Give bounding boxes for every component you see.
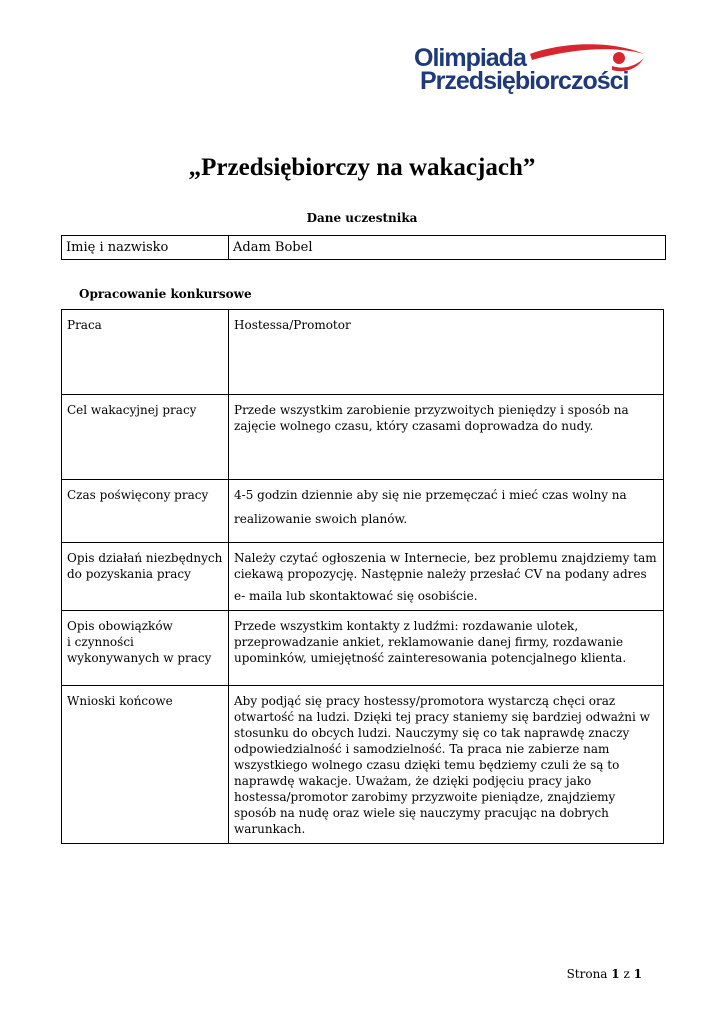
participant-heading: Dane uczestnika <box>306 211 418 225</box>
table-row <box>62 236 666 260</box>
row-label <box>62 611 229 686</box>
row-value <box>229 480 664 543</box>
footer-page-total: 1 <box>633 967 642 981</box>
olimpiada-logo <box>412 40 652 100</box>
row-value-line1: 4-5 godzin dziennie aby się nie przemęczać i mieć czas wolny na <box>234 488 627 502</box>
row-label-line3: wykonywanych w pracy <box>67 651 212 665</box>
row-label-line2: i czynności <box>67 635 134 649</box>
footer-separator: z <box>623 967 630 981</box>
name-value: Adam Bobel <box>229 236 666 260</box>
row-label <box>62 543 229 611</box>
row-value <box>229 543 664 611</box>
row-label-line1: Opis działań niezbędnych <box>67 551 223 565</box>
footer-prefix: Strona <box>566 967 608 981</box>
row-label: Cel wakacyjnej pracy <box>62 395 229 480</box>
table-row <box>62 611 664 686</box>
participant-table <box>61 235 666 260</box>
document-title: „Przedsiębiorczy na wakacjach” <box>188 154 536 181</box>
row-label: Czas poświęcony pracy <box>62 480 229 543</box>
contest-table <box>61 309 664 844</box>
table-row <box>62 480 664 543</box>
name-label: Imię i nazwisko <box>62 236 229 260</box>
table-row <box>62 310 664 395</box>
page-footer <box>567 967 642 981</box>
row-value-line1: Należy czytać ogłoszenia w Internecie, bez problemu znajdziemy tam ciekawą propozycję. Następnie należy przesłać CV na podany adres <box>234 551 657 581</box>
row-value-line2: realizowanie swoich planów. <box>234 512 408 526</box>
row-value-line2: e- maila lub skontaktować się osobiście. <box>234 589 478 603</box>
logo-text-line1: Olimpiada <box>414 44 526 72</box>
row-label-line1: Opis obowiązków <box>67 619 173 633</box>
row-value: Aby podjąć się pracy hostessy/promotora wystarczą chęci oraz otwartość na ludzi. Dzięki tej pracy staniemy się bardziej odważni w stosunku do obcych ludzi. Nauczymy się co tak naprawdę znaczy odpowiedzialność i samodzielność. Ta praca nie zabierze nam wszystkiego wolnego czasu dzięki temu będziemy czuli że są to naprawdę wakacje. Uważam, że dzięki podjęciu pracy jako hostessa/promotor zarobimy przyzwoite pieniądze, znajdziemy sposób na nudę oraz wiele się nauczymy pracując na dobrych warunkach. <box>229 686 664 844</box>
row-value: Przede wszystkim zarobienie przyzwoitych pieniędzy i sposób na zajęcie wolnego czasu, który czasami doprowadza do nudy. <box>229 395 664 480</box>
footer-page-number: 1 <box>611 967 620 981</box>
row-value: Przede wszystkim kontakty z ludźmi: rozdawanie ulotek, przeprowadzanie ankiet, reklamowanie danej firmy, rozdawanie upominków, umiejętność zainteresowania potencjalnego klienta. <box>229 611 664 686</box>
row-label: Wnioski końcowe <box>62 686 229 844</box>
table-row <box>62 686 664 844</box>
row-label-line2: do pozyskania pracy <box>67 567 191 581</box>
row-value: Hostessa/Promotor <box>229 310 664 395</box>
row-label: Praca <box>62 310 229 395</box>
contest-heading: Opracowanie konkursowe <box>79 287 252 301</box>
table-row <box>62 395 664 480</box>
table-row <box>62 543 664 611</box>
logo-text-line2: Przedsiębiorczości <box>420 67 629 95</box>
